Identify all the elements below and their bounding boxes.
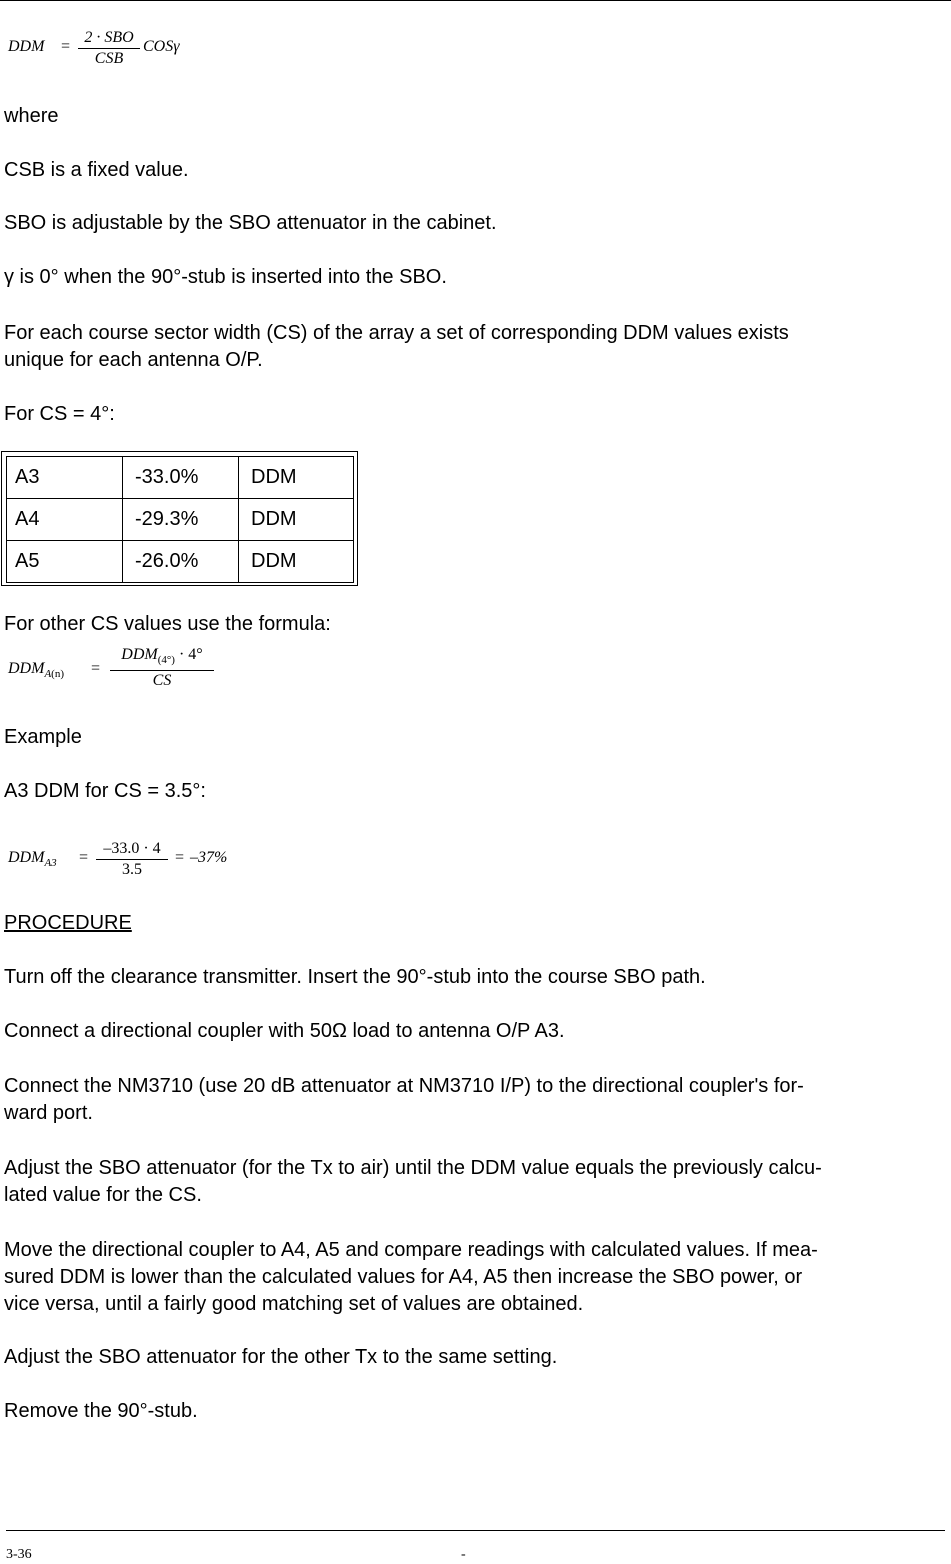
text-a3-ddm: A3 DDM for CS = 3.5°:: [4, 780, 206, 802]
ddm-table: [6, 456, 354, 583]
text-course-line1: For each course sector width (CS) of the array a set of corresponding DDM values exists: [4, 322, 789, 344]
text-for-cs: For CS = 4°:: [4, 403, 115, 425]
table-row: [7, 457, 354, 499]
top-rule: [0, 0, 951, 1]
table-cell: -33.0%: [123, 457, 239, 499]
formula3-equals-2: =: [174, 849, 185, 866]
procedure-step-3-line2: ward port.: [4, 1102, 93, 1124]
formula3-numerator: –33.0 · 4: [103, 840, 161, 857]
text-csb: CSB is a fixed value.: [4, 159, 189, 181]
text-sbo: SBO is adjustable by the SBO attenuator in the cabinet.: [4, 212, 497, 234]
formula1-denominator: CSB: [94, 50, 124, 67]
formula2-num-sub: (4°): [157, 654, 175, 666]
formula3-lhs-main: DDM: [8, 849, 45, 866]
footer-rule: [6, 1530, 945, 1531]
page-number: 3-36: [6, 1547, 32, 1562]
formula2-num-tail: · 4°: [178, 646, 203, 663]
formula2-lhs-sub-a: A: [44, 668, 52, 680]
procedure-step-5-line1: Move the directional coupler to A4, A5 and compare readings with calculated values. If mea-: [4, 1239, 818, 1261]
formula2-fraction: [110, 645, 214, 691]
formula1-lhs: DDM: [8, 38, 45, 55]
table-cell: A5: [7, 541, 123, 583]
text-course-line2: unique for each antenna O/P.: [4, 349, 263, 371]
text-where: where: [4, 105, 59, 127]
procedure-step-7: Remove the 90°-stub.: [4, 1400, 198, 1422]
table-cell: A4: [7, 499, 123, 541]
table-cell: -29.3%: [123, 499, 239, 541]
text-example: Example: [4, 726, 82, 748]
text-other-cs: For other CS values use the formula:: [4, 613, 331, 635]
formula3-fraction: [96, 839, 168, 880]
formula1-numerator: 2 · SBO: [84, 29, 134, 46]
table-cell: DDM: [239, 541, 354, 583]
table-cell: A3: [7, 457, 123, 499]
formula2-num-main: DDM: [121, 646, 158, 663]
text-gamma: γ is 0° when the 90°-stub is inserted into the SBO.: [4, 266, 447, 288]
formula3-lhs-sub: A3: [44, 857, 57, 869]
footer-center-mark: -: [461, 1547, 466, 1562]
table-cell: DDM: [239, 457, 354, 499]
formula1-fraction: [78, 28, 140, 69]
formula3-lhs: [8, 849, 57, 869]
procedure-step-5-line2: sured DDM is lower than the calculated values for A4, A5 then increase the SBO power, or: [4, 1266, 803, 1288]
table-cell: DDM: [239, 499, 354, 541]
procedure-step-4-line2: lated value for the CS.: [4, 1184, 202, 1206]
procedure-step-5-line3: vice versa, until a fairly good matching set of values are obtained.: [4, 1293, 584, 1315]
formula3-equals: =: [78, 849, 89, 866]
formula1-equals: =: [60, 38, 71, 55]
procedure-step-4-line1: Adjust the SBO attenuator (for the Tx to air) until the DDM value equals the previously calcu-: [4, 1157, 822, 1179]
table-row: [7, 541, 354, 583]
formula3-result: –37%: [190, 849, 228, 866]
formula2-lhs-sub-n: (n): [51, 668, 64, 680]
table-cell: -26.0%: [123, 541, 239, 583]
formula2-denominator: CS: [152, 672, 172, 689]
procedure-heading: PROCEDURE: [4, 912, 132, 934]
formula2-equals: =: [90, 660, 101, 677]
procedure-step-3-line1: Connect the NM3710 (use 20 dB attenuator at NM3710 I/P) to the directional coupler's for-: [4, 1075, 804, 1097]
formula3-denominator: 3.5: [122, 861, 142, 878]
formula1-tail: COSγ: [143, 38, 180, 55]
procedure-step-2: Connect a directional coupler with 50Ω load to antenna O/P A3.: [4, 1020, 565, 1042]
table-row: [7, 499, 354, 541]
procedure-step-1: Turn off the clearance transmitter. Insert the 90°-stub into the course SBO path.: [4, 966, 706, 988]
procedure-step-6: Adjust the SBO attenuator for the other Tx to the same setting.: [4, 1346, 558, 1368]
formula2-lhs-main: DDM: [8, 660, 45, 677]
formula2-lhs: [8, 660, 64, 680]
formula2-numerator: [121, 645, 202, 670]
